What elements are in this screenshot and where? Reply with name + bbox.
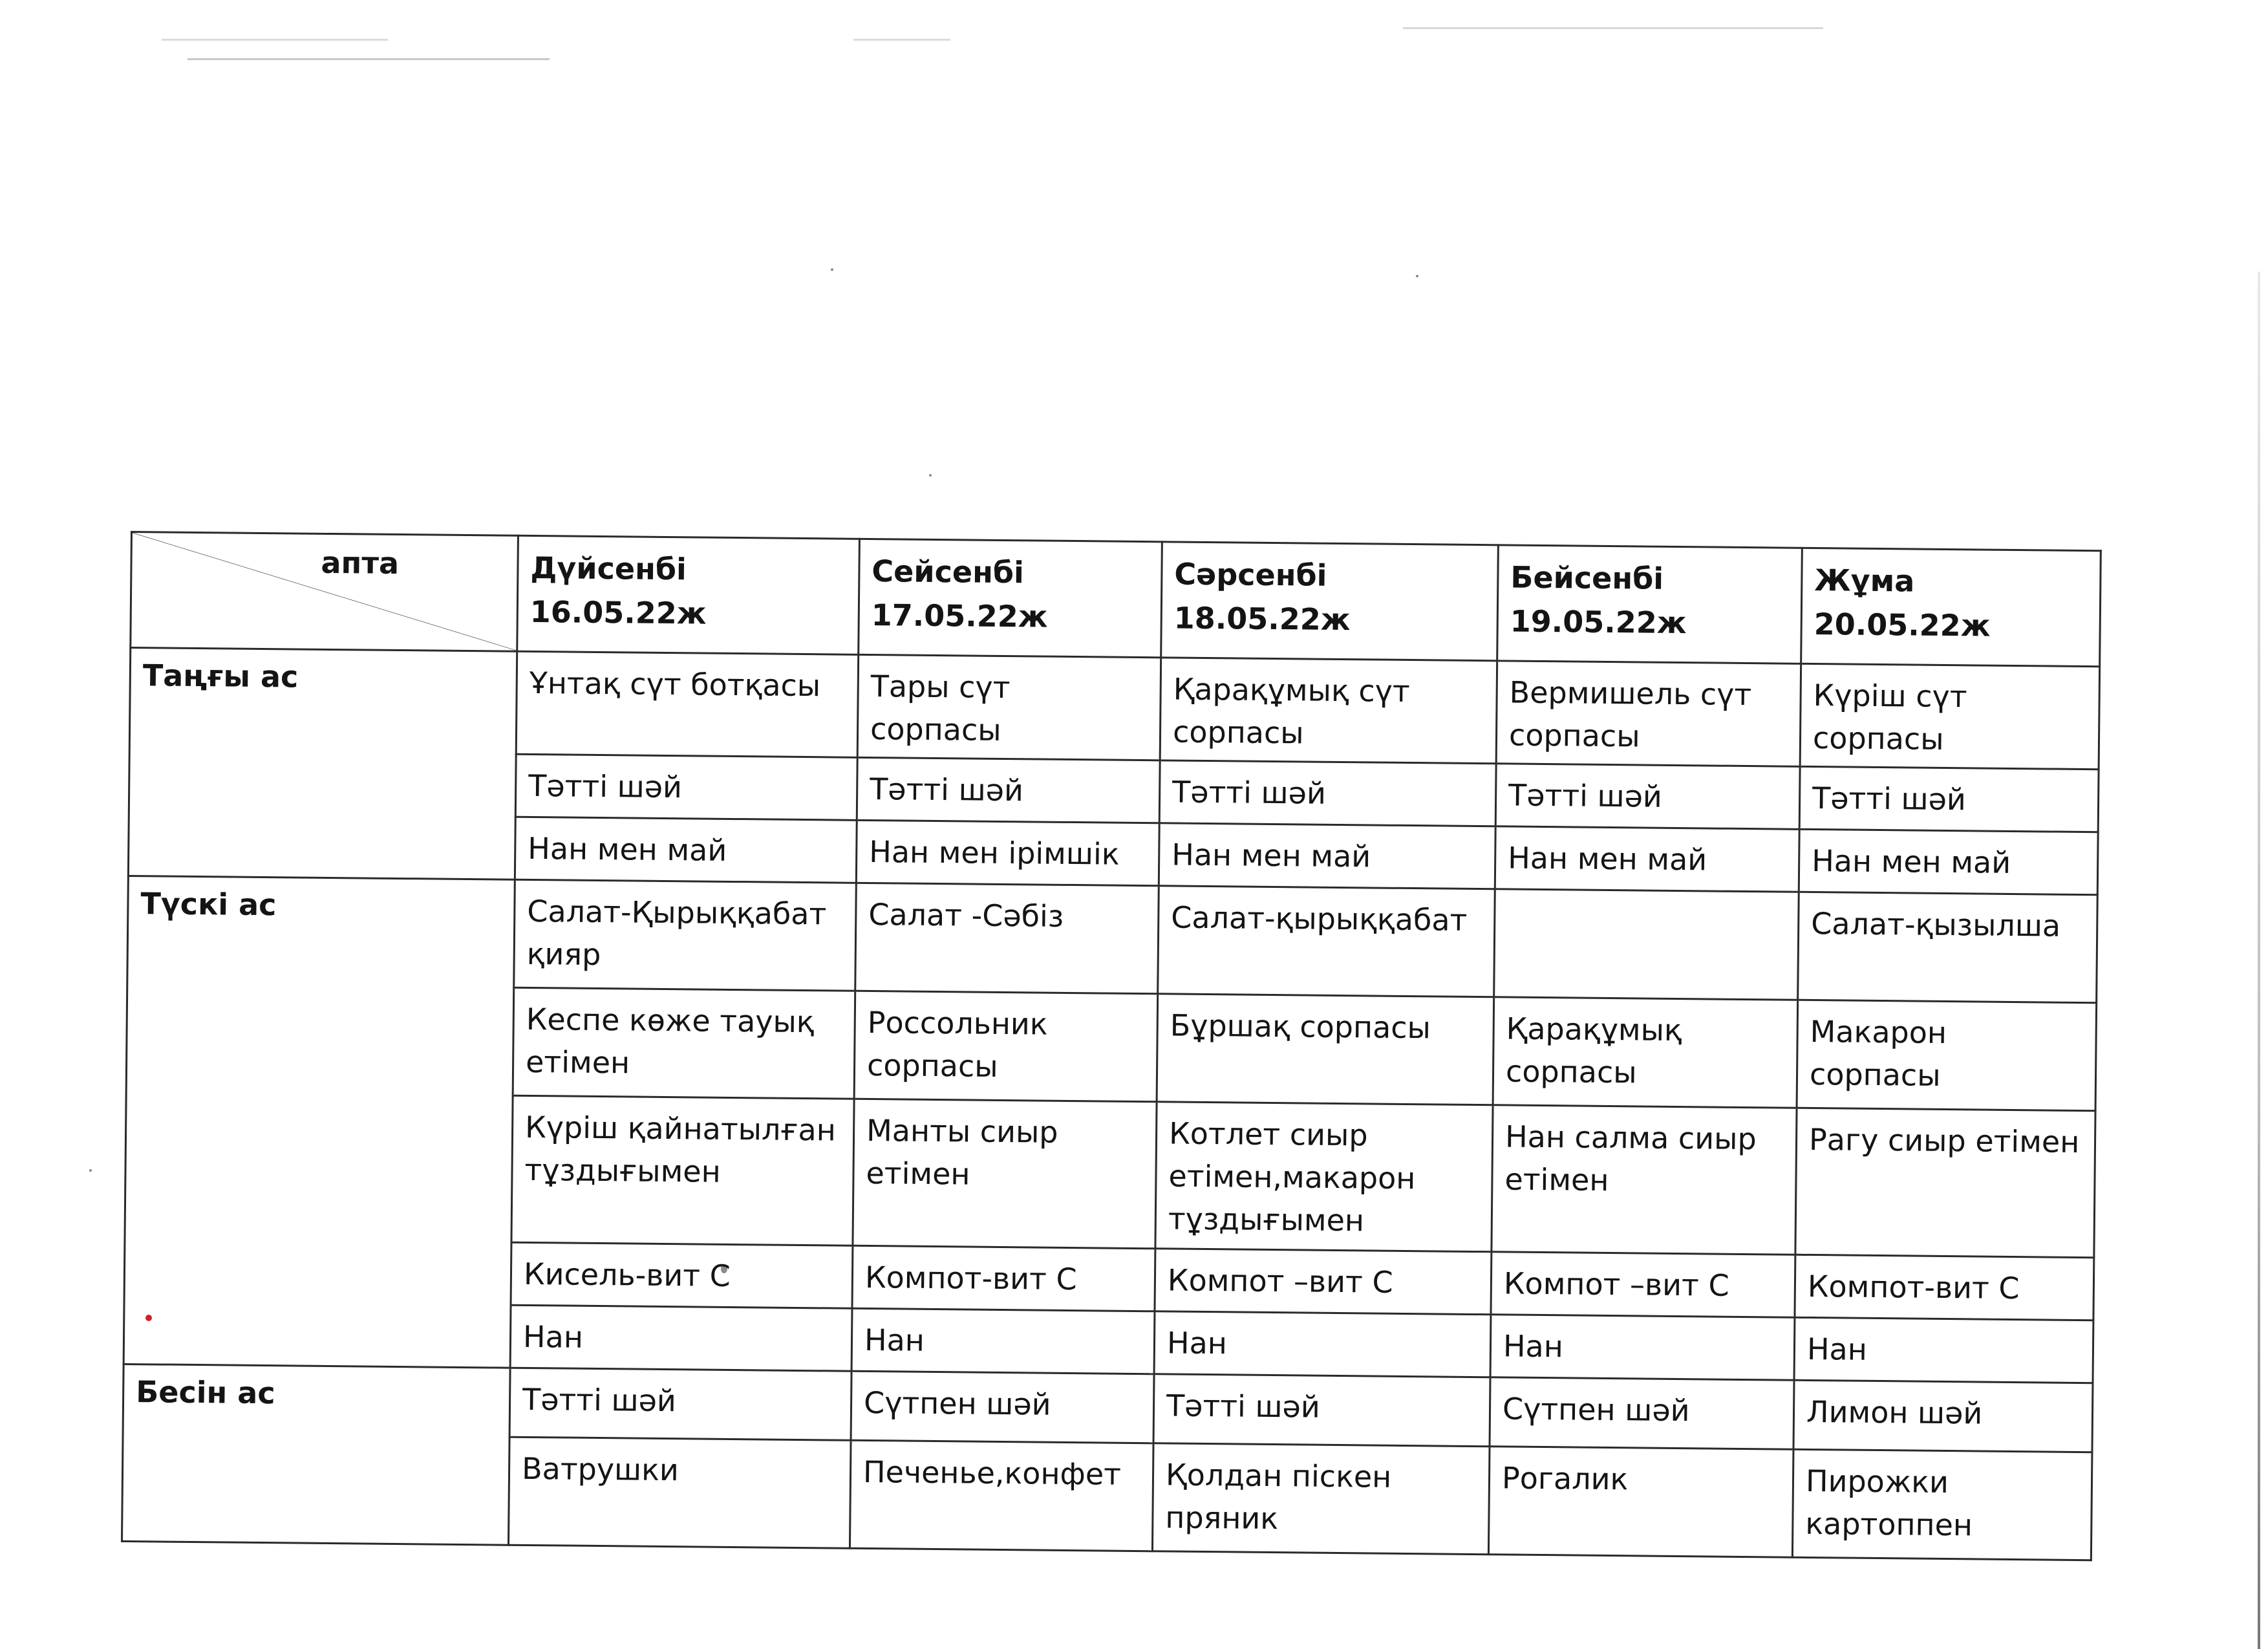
day-header-friday xyxy=(1801,548,2101,666)
menu-cell: Тәтті шәй xyxy=(1799,766,2099,832)
day-name: Бейсенбі xyxy=(1510,559,1664,596)
menu-cell: Күріш сүт сорпасы xyxy=(1800,663,2100,769)
menu-cell: Сүтпен шәй xyxy=(851,1371,1154,1443)
day-date: 16.05.22ж xyxy=(530,594,707,631)
menu-cell: Сүтпен шәй xyxy=(1490,1377,1794,1450)
day-name: Жұма xyxy=(1814,563,1915,599)
menu-cell: Вермишель сүт сорпасы xyxy=(1496,661,1801,767)
menu-cell: Манты сиыр етімен xyxy=(853,1099,1157,1248)
menu-cell: Тәтті шәй xyxy=(515,754,857,820)
day-date: 20.05.22ж xyxy=(1813,607,1991,643)
menu-cell: Нан мен май xyxy=(1799,829,2098,894)
menu-cell: Салат-Қырыққабат қияр xyxy=(514,879,857,991)
meal-label-breakfast: Таңғы ас xyxy=(128,648,517,880)
menu-cell: Компот-вит С xyxy=(852,1245,1155,1311)
day-header-monday xyxy=(517,535,860,654)
menu-cell: Күріш қайнатылған тұздығымен xyxy=(511,1095,854,1245)
menu-cell: Нан салма сиыр етімен xyxy=(1492,1105,1797,1255)
speck xyxy=(1416,275,1418,277)
scan-mark-top-left-2 xyxy=(162,39,388,41)
day-header-thursday xyxy=(1497,545,1803,664)
menu-cell: Тары сүт сорпасы xyxy=(857,654,1161,760)
menu-cell: Компот –вит С xyxy=(1491,1252,1795,1318)
menu-cell: Бұршақ сорпасы xyxy=(1157,994,1494,1105)
menu-cell: Нан xyxy=(510,1305,852,1371)
scan-mark-top-mid xyxy=(853,39,950,41)
day-name: Сейсенбі xyxy=(872,554,1025,590)
menu-cell: Тәтті шәй xyxy=(1153,1374,1490,1447)
menu-cell: Лимон шәй xyxy=(1793,1380,2093,1452)
menu-cell: Салат -Сәбіз xyxy=(855,883,1159,993)
menu-cell: Нан xyxy=(851,1308,1155,1374)
menu-cell: Компот-вит С xyxy=(1795,1255,2094,1320)
menu-cell: Макарон сорпасы xyxy=(1797,1000,2097,1110)
menu-cell: Тәтті шәй xyxy=(509,1368,851,1440)
speck xyxy=(89,1169,92,1172)
menu-cell: Тәтті шәй xyxy=(1159,760,1496,826)
day-name: Дүйсенбі xyxy=(530,550,687,587)
menu-cell: Нан мен май xyxy=(1159,823,1495,889)
menu-cell: Қарақұмық сүт сорпасы xyxy=(1160,658,1497,764)
menu-cell: Ұнтақ сүт ботқасы xyxy=(516,651,859,757)
menu-cell: Нан xyxy=(1794,1317,2093,1383)
menu-cell: Кисель-вит С xyxy=(511,1242,853,1308)
menu-cell: Рогалик xyxy=(1488,1447,1793,1558)
corner-label: апта xyxy=(321,544,400,581)
menu-cell: Нан мен май xyxy=(515,817,857,883)
menu-cell: Қарақұмық сорпасы xyxy=(1493,997,1798,1108)
day-date: 19.05.22ж xyxy=(1510,603,1687,641)
day-header-tuesday xyxy=(859,539,1162,657)
speck xyxy=(831,268,833,271)
menu-cell: Компот –вит С xyxy=(1155,1249,1492,1315)
speck xyxy=(929,474,932,477)
day-date: 18.05.22ж xyxy=(1173,600,1351,638)
meal-label-afternoon-snack: Бесін ас xyxy=(122,1364,511,1545)
scan-mark-top-left xyxy=(187,58,550,60)
menu-cell: Тәтті шәй xyxy=(857,757,1160,823)
menu-cell: Нан xyxy=(1154,1311,1491,1377)
menu-cell: Нан мен май xyxy=(1495,826,1799,892)
menu-cell: Кеспе көже тауық етімен xyxy=(513,987,855,1099)
meal-label-lunch: Түскі ас xyxy=(123,876,515,1368)
menu-cell: Салат-қырыққабат xyxy=(1158,886,1495,997)
table-row xyxy=(127,876,2097,1002)
day-date: 17.05.22ж xyxy=(871,598,1048,634)
menu-cell: Ватрушки xyxy=(508,1437,851,1548)
menu-cell: Тәтті шәй xyxy=(1495,764,1800,830)
scan-edge-shadow xyxy=(2258,272,2260,1649)
corner-cell xyxy=(131,532,519,652)
table-row xyxy=(129,648,2099,770)
menu-cell: Печенье,конфет xyxy=(850,1440,1153,1551)
menu-cell: Россольник сорпасы xyxy=(854,991,1158,1101)
day-header-wednesday xyxy=(1161,542,1499,661)
menu-cell xyxy=(1494,889,1799,1000)
menu-cell: Нан xyxy=(1490,1315,1795,1381)
menu-cell: Пирожки картоппен xyxy=(1792,1449,2092,1560)
day-name: Сәрсенбі xyxy=(1174,556,1327,593)
menu-cell: Салат-қызылша xyxy=(1798,892,2098,1002)
scan-mark-top-right xyxy=(1403,27,1823,29)
menu-cell: Котлет сиыр етімен,макарон тұздығымен xyxy=(1155,1102,1493,1252)
menu-cell: Қолдан піскен пряник xyxy=(1152,1443,1490,1555)
weekly-menu-table xyxy=(121,531,2102,1561)
menu-table-container xyxy=(121,531,2102,1561)
menu-cell: Нан мен ірімшік xyxy=(856,820,1159,885)
header-row xyxy=(131,532,2101,667)
menu-cell: Рагу сиыр етімен xyxy=(1795,1108,2095,1257)
